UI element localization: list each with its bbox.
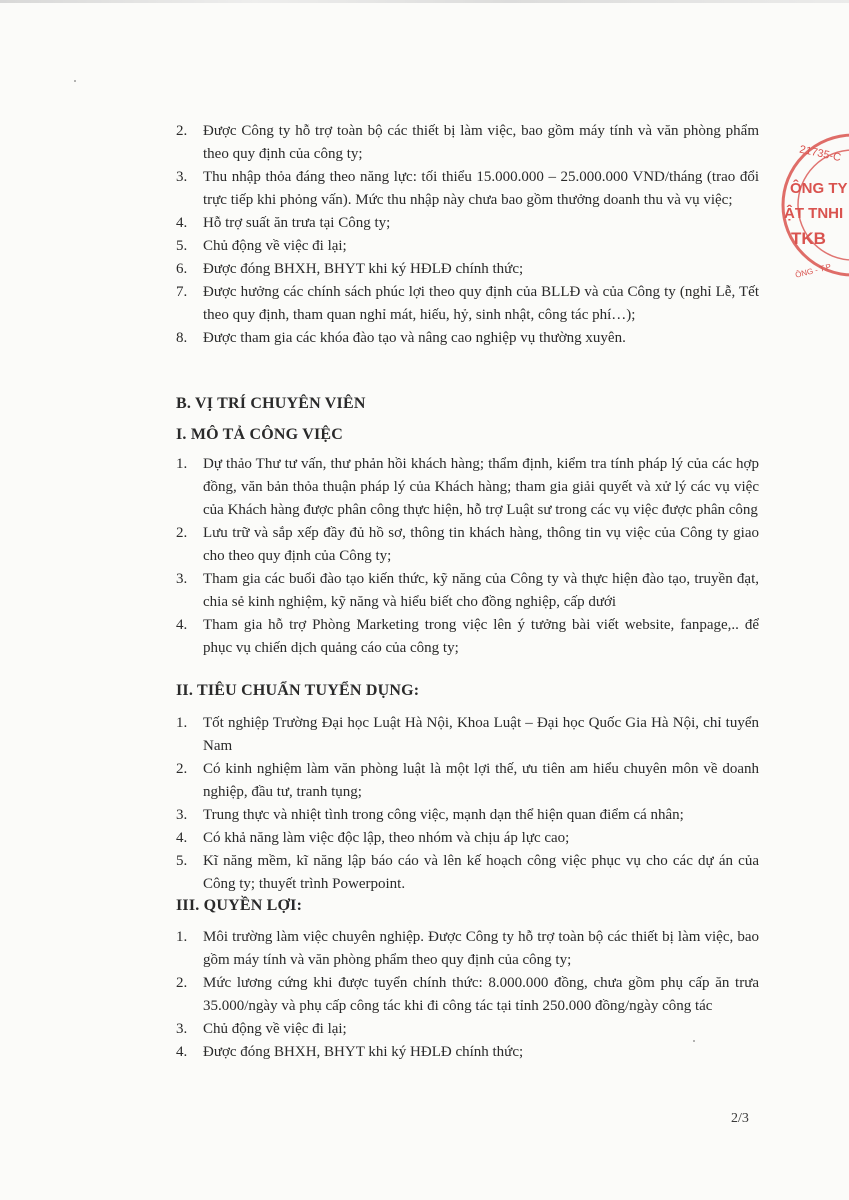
list-item: 2. Mức lương cứng khi được tuyển chính thức: 8.000.000 đồng, chưa gồm phụ cấp ăn trưa 35.000/ngày và phụ cấp công tác khi đi công tác tại tỉnh 250.000 đồng/ngày công tác	[176, 975, 759, 1014]
company-seal	[781, 124, 849, 286]
seal-line-2: ẬT TNHI	[784, 205, 844, 222]
list-item: 1. Môi trường làm việc chuyên nghiệp. Được Công ty hỗ trợ toàn bộ các thiết bị làm việc, bao gồm máy tính và văn phòng phẩm theo quy định của công ty;	[176, 929, 759, 968]
seal-number-text: 21735-C	[798, 143, 843, 165]
hiring-criteria-list	[176, 712, 759, 896]
benefits-list	[176, 926, 759, 1064]
list-item: 6. Được đóng BHXH, BHYT khi ký HĐLĐ chính thức;	[176, 261, 524, 277]
list-item: 3. Chủ động về việc đi lại;	[176, 1021, 347, 1037]
list-item: 3. Trung thực và nhiệt tình trong công việc, mạnh dạn thể hiện quan điểm cá nhân;	[176, 807, 684, 823]
list-item: 7. Được hưởng các chính sách phúc lợi theo quy định của BLLĐ và của Công ty (nghỉ Lễ, Tết theo quy định, tham quan nghỉ mát, hiếu, hỷ, sinh nhật, công tác phí…);	[176, 284, 759, 323]
section-b2-title: II. TIÊU CHUẨN TUYỂN DỤNG:	[176, 682, 420, 699]
list-item: 1. Tốt nghiệp Trường Đại học Luật Hà Nội, Khoa Luật – Đại học Quốc Gia Hà Nội, chỉ tuyển Nam	[176, 715, 759, 754]
section-b3-title: III. QUYỀN LỢI:	[176, 897, 303, 914]
seal-line-3: TKB	[791, 229, 826, 248]
job-description-list	[176, 453, 759, 660]
seal-line-1: ÔNG TY	[790, 180, 848, 197]
list-item: 2. Lưu trữ và sắp xếp đầy đủ hồ sơ, thông tin khách hàng, thông tin vụ việc của Công ty giao cho theo quy định của Công ty;	[176, 525, 759, 564]
list-item: 4. Hỗ trợ suất ăn trưa tại Công ty;	[176, 215, 391, 231]
list-item: 2. Có kinh nghiệm làm văn phòng luật là một lợi thế, ưu tiên am hiểu chuyên môn về doanh nghiệp, đầu tư, tranh tụng;	[176, 761, 759, 800]
list-item: 8. Được tham gia các khóa đào tạo và nâng cao nghiệp vụ thường xuyên.	[176, 330, 626, 346]
list-item: 4. Tham gia hỗ trợ Phòng Marketing trong việc lên ý tưởng bài viết website, fanpage,.. để phục vụ chiến dịch quảng cáo của công ty;	[176, 617, 759, 656]
seal-icon	[781, 124, 849, 286]
section-a-benefits-list	[176, 120, 759, 350]
list-item: 2. Được Công ty hỗ trợ toàn bộ các thiết bị làm việc, bao gồm máy tính và văn phòng phẩm theo quy định của công ty;	[176, 123, 759, 162]
scan-speck	[74, 80, 76, 82]
list-item: 5. Kĩ năng mềm, kĩ năng lập báo cáo và lên kế hoạch công việc phục vụ cho các dự án của Công ty; thuyết trình Powerpoint.	[176, 853, 759, 892]
list-item: 1. Dự thảo Thư tư vấn, thư phản hồi khách hàng; thẩm định, kiểm tra tính pháp lý của các hợp đồng, văn bản thỏa thuận pháp lý của Khách hàng; tham gia giải quyết và xử lý các vụ việc của Khách hàng được phân công thực hiện, hỗ trợ Luật sư trong các vụ việc được phân công	[176, 456, 759, 518]
section-b1-title: I. MÔ TẢ CÔNG VIỆC	[176, 426, 344, 443]
list-item: 3. Tham gia các buổi đào tạo kiến thức, kỹ năng của Công ty và thực hiện đào tạo, truyền đạt, chia sẻ kinh nghiệm, kỹ năng và hiểu biết cho đồng nghiệp, cấp dưới	[176, 571, 759, 610]
list-item: 3. Thu nhập thỏa đáng theo năng lực: tối thiểu 15.000.000 – 25.000.000 VND/tháng (trao đổi trực tiếp khi phỏng vấn). Mức thu nhập này chưa bao gồm thưởng doanh thu và vụ việc;	[176, 169, 759, 208]
section-b-title: B. VỊ TRÍ CHUYÊN VIÊN	[176, 395, 366, 412]
list-item: 5. Chủ động về việc đi lại;	[176, 238, 347, 254]
page-number: 2/3	[731, 1111, 749, 1126]
list-item: 4. Được đóng BHXH, BHYT khi ký HĐLĐ chính thức;	[176, 1044, 524, 1060]
list-item: 4. Có khả năng làm việc độc lập, theo nhóm và chịu áp lực cao;	[176, 830, 570, 846]
seal-bottom-text: ÔNG - T.P	[794, 262, 833, 280]
scan-speck	[693, 1040, 695, 1042]
